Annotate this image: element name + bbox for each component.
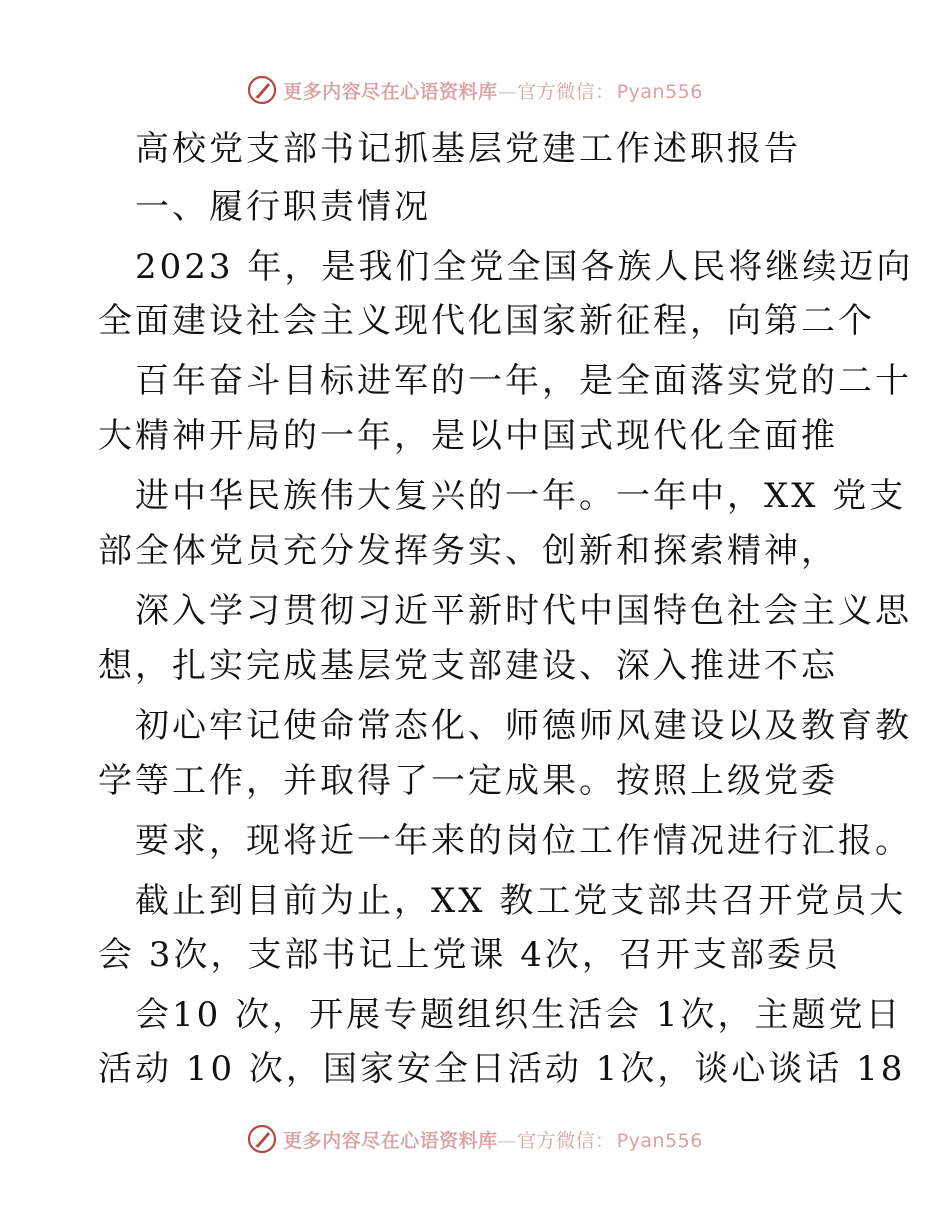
paragraph-line: 想，扎实完成基层党支部建设、深入推进不忘 [98,646,838,686]
watermark-brand: 更多内容尽在心语资料库 [283,80,498,103]
paragraph-line: 会10 次，开展专题组织生活会 1次，主题党日 [135,995,903,1035]
paragraph-line: 部全体党员充分发挥务实、创新和探索精神， [98,531,838,571]
paragraph-line: 全面建设社会主义现代化国家新征程，向第二个 [98,301,875,341]
paragraph-line: 深入学习贯彻习近平新时代中国特色社会主义思 [135,591,912,631]
paragraph-line: 要求，现将近一年来的岗位工作情况进行汇报。 [135,821,912,861]
paragraph-line: 学等工作，并取得了一定成果。按照上级党委 [98,761,838,801]
watermark-dash: — [497,80,518,103]
quill-logo-icon [247,75,277,105]
paragraph-line: 大精神开局的一年，是以中国式现代化全面推 [98,416,838,456]
watermark-dash: — [497,1129,518,1152]
watermark-footer [0,1121,950,1157]
paragraph-line: 活动 10 次，国家安全日活动 1次，谈心谈话 18 [98,1049,906,1089]
watermark-contact-id: Pyan556 [616,80,703,103]
paragraph-line: 初心牢记使命常态化、师德师风建设以及教育教 [135,706,912,746]
watermark-contact-label: 官方微信： [517,80,615,103]
paragraph-line: 百年奋斗目标进军的一年，是全面落实党的二十 [135,361,912,401]
paragraph-line: 进中华民族伟大复兴的一年。一年中，XX 党支 [135,476,907,516]
watermark-header [0,72,950,108]
paragraph-line: 2023 年，是我们全党全国各族人民将继续迈向 [135,247,914,287]
paragraph-line: 截止到目前为止，XX 教工党支部共召开党员大 [135,881,907,921]
paragraph-line: 会 3次，支部书记上党课 4次，召开支部委员 [98,935,841,975]
watermark-contact-label: 官方微信： [517,1129,615,1152]
section-heading: 一、履行职责情况 [135,187,431,227]
quill-logo-icon [247,1124,277,1154]
document-title: 高校党支部书记抓基层党建工作述职报告 [135,129,801,169]
watermark-brand: 更多内容尽在心语资料库 [283,1129,498,1152]
watermark-contact-id: Pyan556 [616,1129,703,1152]
